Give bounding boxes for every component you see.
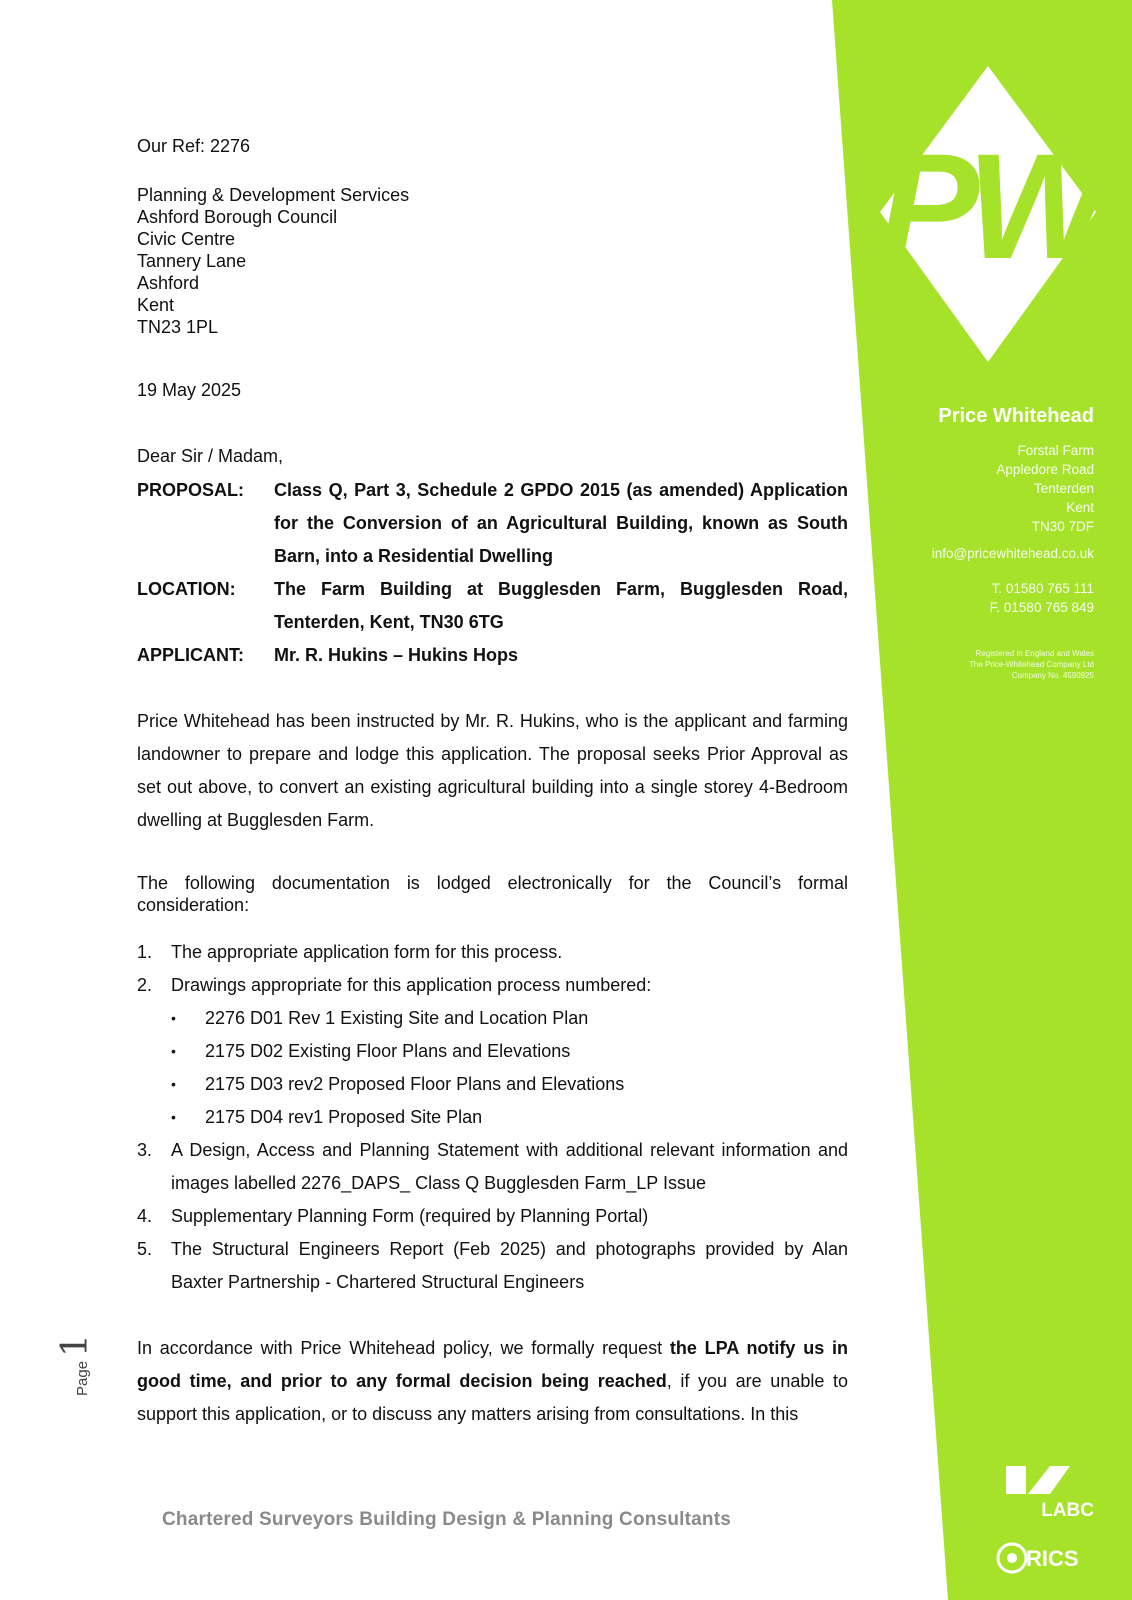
address-line: Kent <box>137 295 175 315</box>
bullet: • <box>171 1076 176 1092</box>
address-line: Planning & Development Services <box>137 185 410 205</box>
fax-number: F. 01580 765 849 <box>989 600 1094 615</box>
list-number: 2. <box>137 975 153 995</box>
drawing-text: 2276 D01 Rev 1 Existing Site and Location Plan <box>205 1008 589 1028</box>
company-address-line: Tenterden <box>1033 481 1094 496</box>
documentation-intro: The following documentation is lodged electronically for the Council’s formal consideration: <box>137 873 848 915</box>
page-number-value: 1 <box>55 1334 96 1357</box>
proposal-label: PROPOSAL: <box>137 480 245 500</box>
svg-text:PW: PW <box>879 122 1097 290</box>
our-reference: Our Ref: 2276 <box>137 136 251 156</box>
company-phone <box>868 579 1094 617</box>
policy-paragraph <box>137 1332 848 1431</box>
company-email[interactable]: info@pricewhitehead.co.uk <box>931 546 1094 561</box>
bullet: • <box>171 1010 176 1026</box>
location-value: The Farm Building at Bugglesden Farm, Bugglesden Road, Tenterden, Kent, TN30 6TG <box>274 579 848 632</box>
list-item <box>137 1233 848 1299</box>
registration-line: Registered in England and Wales <box>975 649 1094 658</box>
rics-label: RICS <box>1026 1546 1079 1571</box>
list-text: Drawings appropriate for this application process numbered: <box>171 975 652 995</box>
applicant-label: APPLICANT: <box>137 645 244 665</box>
proposal-value: Class Q, Part 3, Schedule 2 GPDO 2015 (as amended) Application for the Conversion of an Agricultural Building, known as South Barn, into a Residential Dwelling <box>274 480 848 566</box>
brand-band <box>828 0 1132 1600</box>
page-number <box>55 1306 98 1396</box>
company-registration <box>868 648 1094 681</box>
company-address-line: Appledore Road <box>996 462 1094 477</box>
application-summary <box>137 474 848 672</box>
address-line: Civic Centre <box>137 229 236 249</box>
company-name: Price Whitehead <box>938 405 1094 427</box>
company-address <box>868 441 1094 536</box>
drawing-text: 2175 D03 rev2 Proposed Floor Plans and Elevations <box>205 1074 625 1094</box>
address-line: Tannery Lane <box>137 251 247 271</box>
footer-tagline: Chartered Surveyors Building Design & Planning Consultants <box>162 1509 732 1530</box>
policy-text-end: , if you are unable to support this application, or to discuss any matters arising from consultations. In this <box>137 1371 849 1424</box>
drawing-item <box>137 1101 848 1134</box>
list-number: 1. <box>137 942 153 962</box>
list-item <box>137 969 848 1002</box>
location-label: LOCATION: <box>137 579 236 599</box>
address-line: Ashford Borough Council <box>137 207 338 227</box>
salutation: Dear Sir / Madam, <box>137 446 284 466</box>
phone-number: T. 01580 765 111 <box>991 581 1094 596</box>
company-address-line: TN30 7DF <box>1031 519 1094 534</box>
registration-line: Company No. 4590925 <box>1011 671 1094 680</box>
documentation-list <box>137 936 848 1299</box>
address-line: Ashford <box>137 273 200 293</box>
list-number: 5. <box>137 1239 153 1259</box>
company-address-line: Kent <box>1066 500 1094 515</box>
bullet: • <box>171 1043 176 1059</box>
list-text: A Design, Access and Planning Statement with additional relevant information and images labelled 2276_DAPS_ Class Q Bugglesden Farm_LP Issue <box>171 1140 848 1193</box>
letter-date: 19 May 2025 <box>137 380 242 400</box>
recipient-address <box>137 184 409 338</box>
applicant-row <box>137 639 848 672</box>
labc-label: LABC <box>1041 1500 1094 1521</box>
drawing-item <box>137 1068 848 1101</box>
intro-paragraph: Price Whitehead has been instructed by Mr. R. Hukins, who is the applicant and farming landowner to prepare and lodge this application. The proposal seeks Prior Approval as set out above, to convert an existing agricultural building into a single storey 4-Bedroom dwelling at Bugglesden Farm. <box>137 711 848 830</box>
list-number: 3. <box>137 1140 153 1160</box>
drawing-text: 2175 D04 rev1 Proposed Site Plan <box>205 1107 483 1127</box>
bullet: • <box>171 1109 176 1125</box>
list-item <box>137 936 848 969</box>
address-line: TN23 1PL <box>137 317 219 337</box>
drawing-item <box>137 1035 848 1068</box>
list-text: The Structural Engineers Report (Feb 2025) and photographs provided by Alan Baxter Partnership - Chartered Structural Engineers <box>171 1239 848 1292</box>
drawing-item <box>137 1002 848 1035</box>
list-item <box>137 1134 848 1200</box>
policy-text-bold: the LPA notify us in good time, and prior to any formal decision being reached <box>137 1338 848 1391</box>
page-word: Page <box>74 1360 91 1396</box>
registration-line: The Price-Whitehead Company Ltd <box>969 660 1094 669</box>
proposal-row <box>137 474 848 573</box>
company-address-line: Forstal Farm <box>1017 443 1094 458</box>
list-number: 4. <box>137 1206 153 1226</box>
drawing-text: 2175 D02 Existing Floor Plans and Elevations <box>205 1041 571 1061</box>
policy-text-start: In accordance with Price Whitehead policy, we formally request <box>137 1338 670 1358</box>
list-text: Supplementary Planning Form (required by Planning Portal) <box>171 1206 649 1226</box>
applicant-value: Mr. R. Hukins – Hukins Hops <box>274 645 519 665</box>
location-row <box>137 573 848 639</box>
list-text: The appropriate application form for this process. <box>171 942 563 962</box>
list-item <box>137 1200 848 1233</box>
